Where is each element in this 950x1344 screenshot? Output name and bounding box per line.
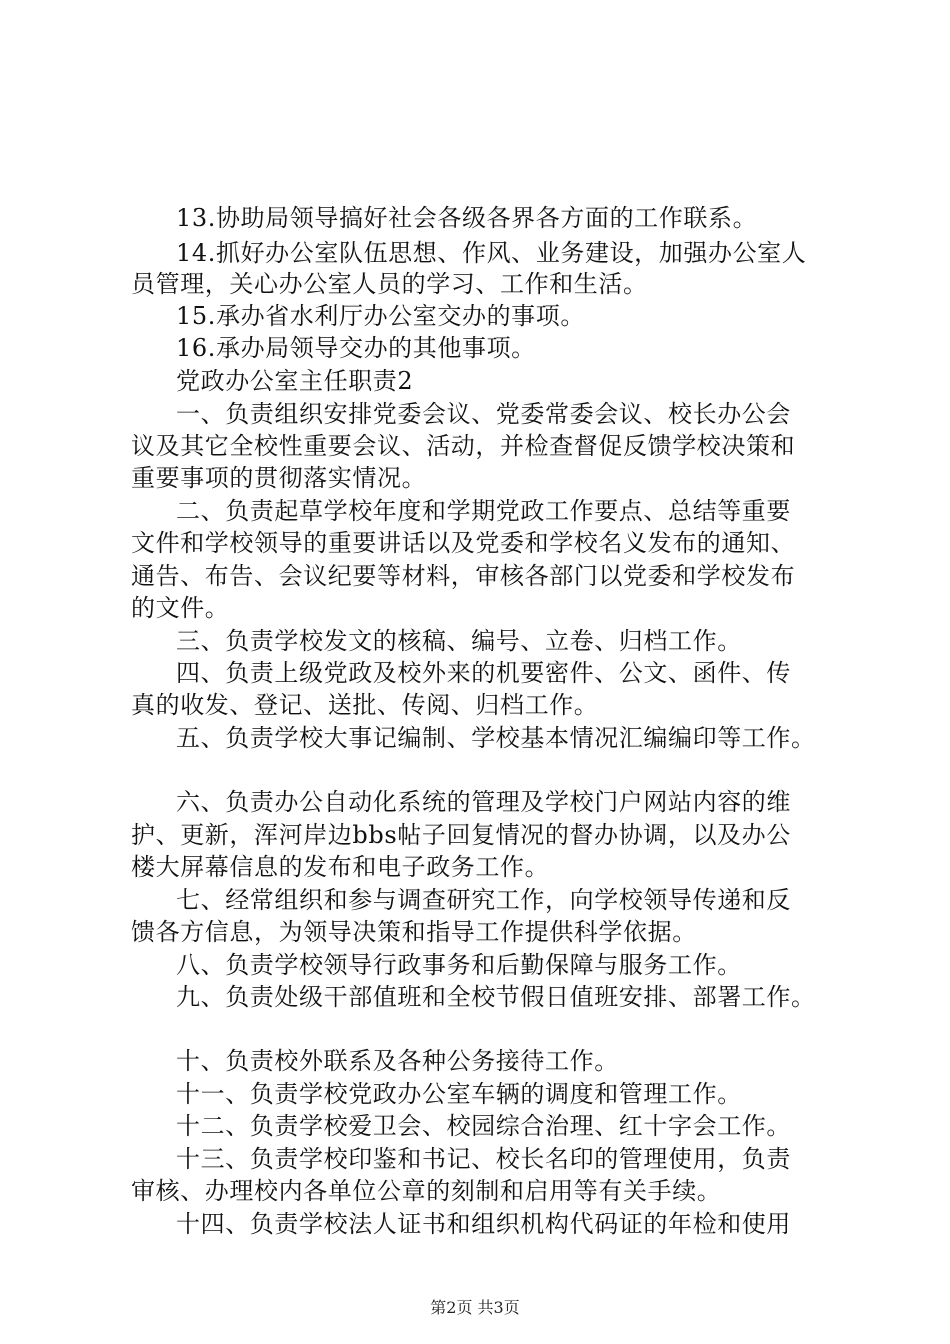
text-line: 十二、负责学校爱卫会、校园综合治理、红十字会工作。 [176,1112,791,1140]
text-line: 六、负责办公自动化系统的管理及学校门户网站内容的维 [176,788,791,816]
text-line: 员管理，关心办公室人员的学习、工作和生活。 [131,270,648,298]
text-line: 馈各方信息，为领导决策和指导工作提供科学依据。 [131,918,697,946]
text-line: 七、经常组织和参与调查研究工作，向学校领导传递和反 [176,886,791,914]
text-line: 十、负责校外联系及各种公务接待工作。 [176,1047,619,1075]
text-line: 14.抓好办公室队伍思想、作风、业务建设，加强办公室人 [176,239,807,267]
text-line: 十三、负责学校印鉴和书记、校长名印的管理使用，负责 [176,1145,791,1173]
text-line: 十一、负责学校党政办公室车辆的调度和管理工作。 [176,1080,742,1108]
text-line: 九、负责处级干部值班和全校节假日值班安排、部署工作。 [176,983,816,1011]
text-line: 文件和学校领导的重要讲话以及党委和学校名义发布的通知、 [131,529,796,557]
text-line: 五、负责学校大事记编制、学校基本情况汇编编印等工作。 [176,724,816,752]
text-line: 议及其它全校性重要会议、活动，并检查督促反馈学校决策和 [131,432,796,460]
text-line: 16.承办局领导交办的其他事项。 [176,334,536,362]
text-line: 真的收发、登记、送批、传阅、归档工作。 [131,691,599,719]
text-line: 的文件。 [131,594,230,622]
text-line: 重要事项的贯彻落实情况。 [131,464,427,492]
text-line: 通告、布告、会议纪要等材料，审核各部门以党委和学校发布 [131,562,796,590]
text-line: 一、负责组织安排党委会议、党委常委会议、校长办公会 [176,400,791,428]
section-heading: 党政办公室主任职责2 [176,367,414,395]
text-line: 护、更新，浑河岸边bbs帖子回复情况的督办协调，以及办公 [131,821,791,849]
text-line: 楼大屏幕信息的发布和电子政务工作。 [131,853,550,881]
text-line: 三、负责学校发文的核稿、编号、立卷、归档工作。 [176,627,742,655]
text-line: 八、负责学校领导行政事务和后勤保障与服务工作。 [176,951,742,979]
page-footer: 第2页 共3页 [430,1298,520,1317]
text-line: 15.承办省水利厅办公室交办的事项。 [176,302,585,330]
text-line: 审核、办理校内各单位公章的刻制和启用等有关手续。 [131,1177,722,1205]
text-line: 十四、负责学校法人证书和组织机构代码证的年检和使用 [176,1210,791,1238]
text-line: 13.协助局领导搞好社会各级各界各方面的工作联系。 [176,204,758,232]
text-line: 四、负责上级党政及校外来的机要密件、公文、函件、传 [176,659,791,687]
text-line: 二、负责起草学校年度和学期党政工作要点、总结等重要 [176,497,791,525]
